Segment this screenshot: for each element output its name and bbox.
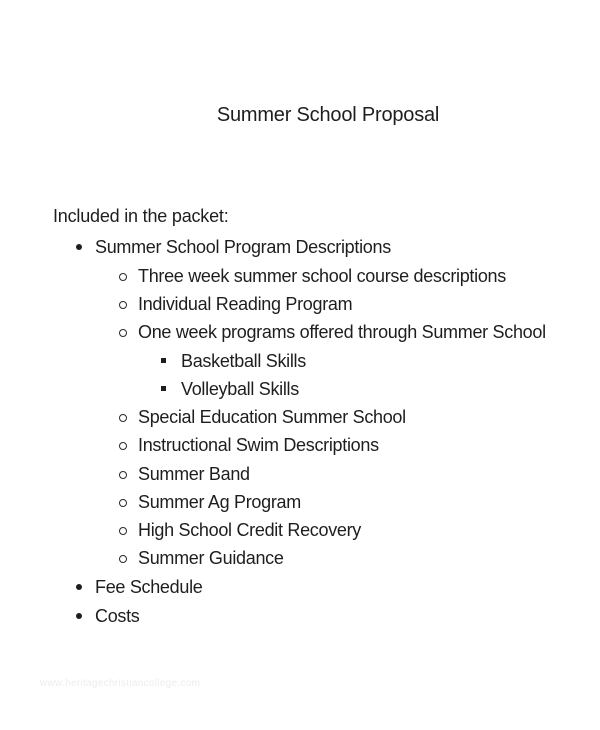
circle-bullet-icon	[119, 329, 127, 337]
list-item-text: Volleyball Skills	[181, 379, 299, 399]
list-item-level2	[138, 406, 406, 428]
list-item-text: Costs	[95, 606, 140, 626]
disc-bullet-icon	[76, 584, 82, 590]
list-item-level2	[138, 491, 301, 513]
list-item-text: Summer School Program Descriptions	[95, 237, 391, 257]
circle-bullet-icon	[119, 527, 127, 535]
watermark: www.heritagechristiancollege.com	[40, 678, 201, 689]
list-item-text: Fee Schedule	[95, 577, 203, 597]
list-item-level3	[181, 350, 306, 372]
list-item-text: Individual Reading Program	[138, 294, 353, 314]
document-title: Summer School Proposal	[216, 104, 440, 126]
list-item-level3	[181, 378, 299, 400]
list-item-text: Summer Guidance	[138, 548, 284, 568]
list-item-level2	[138, 321, 546, 343]
list-item-level1	[95, 576, 202, 598]
list-item-level2	[138, 265, 506, 287]
list-item-level1	[95, 236, 391, 258]
list-item-text: High School Credit Recovery	[138, 520, 361, 540]
list-item-level1	[95, 605, 140, 627]
circle-bullet-icon	[119, 301, 127, 309]
circle-bullet-icon	[119, 414, 127, 422]
list-item-level2	[138, 547, 284, 569]
circle-bullet-icon	[119, 273, 127, 281]
list-item-text: Instructional Swim Descriptions	[138, 435, 379, 455]
list-item-level2	[138, 293, 352, 315]
square-bullet-icon	[161, 386, 166, 391]
circle-bullet-icon	[119, 442, 127, 450]
intro-line: Included in the packet:	[53, 206, 229, 226]
square-bullet-icon	[161, 358, 166, 363]
list-item-text: Three week summer school course descriptions	[138, 266, 506, 286]
list-item-level2	[138, 463, 250, 485]
list-item-text: Summer Band	[138, 464, 250, 484]
disc-bullet-icon	[76, 244, 82, 250]
list-item-text: Special Education Summer School	[138, 407, 406, 427]
circle-bullet-icon	[119, 555, 127, 563]
disc-bullet-icon	[76, 613, 82, 619]
circle-bullet-icon	[119, 499, 127, 507]
list-item-level2	[138, 434, 379, 456]
list-item-text: One week programs offered through Summer School	[138, 322, 546, 342]
list-item-level2	[138, 519, 361, 541]
list-item-text: Basketball Skills	[181, 351, 306, 371]
list-item-text: Summer Ag Program	[138, 492, 301, 512]
circle-bullet-icon	[119, 471, 127, 479]
